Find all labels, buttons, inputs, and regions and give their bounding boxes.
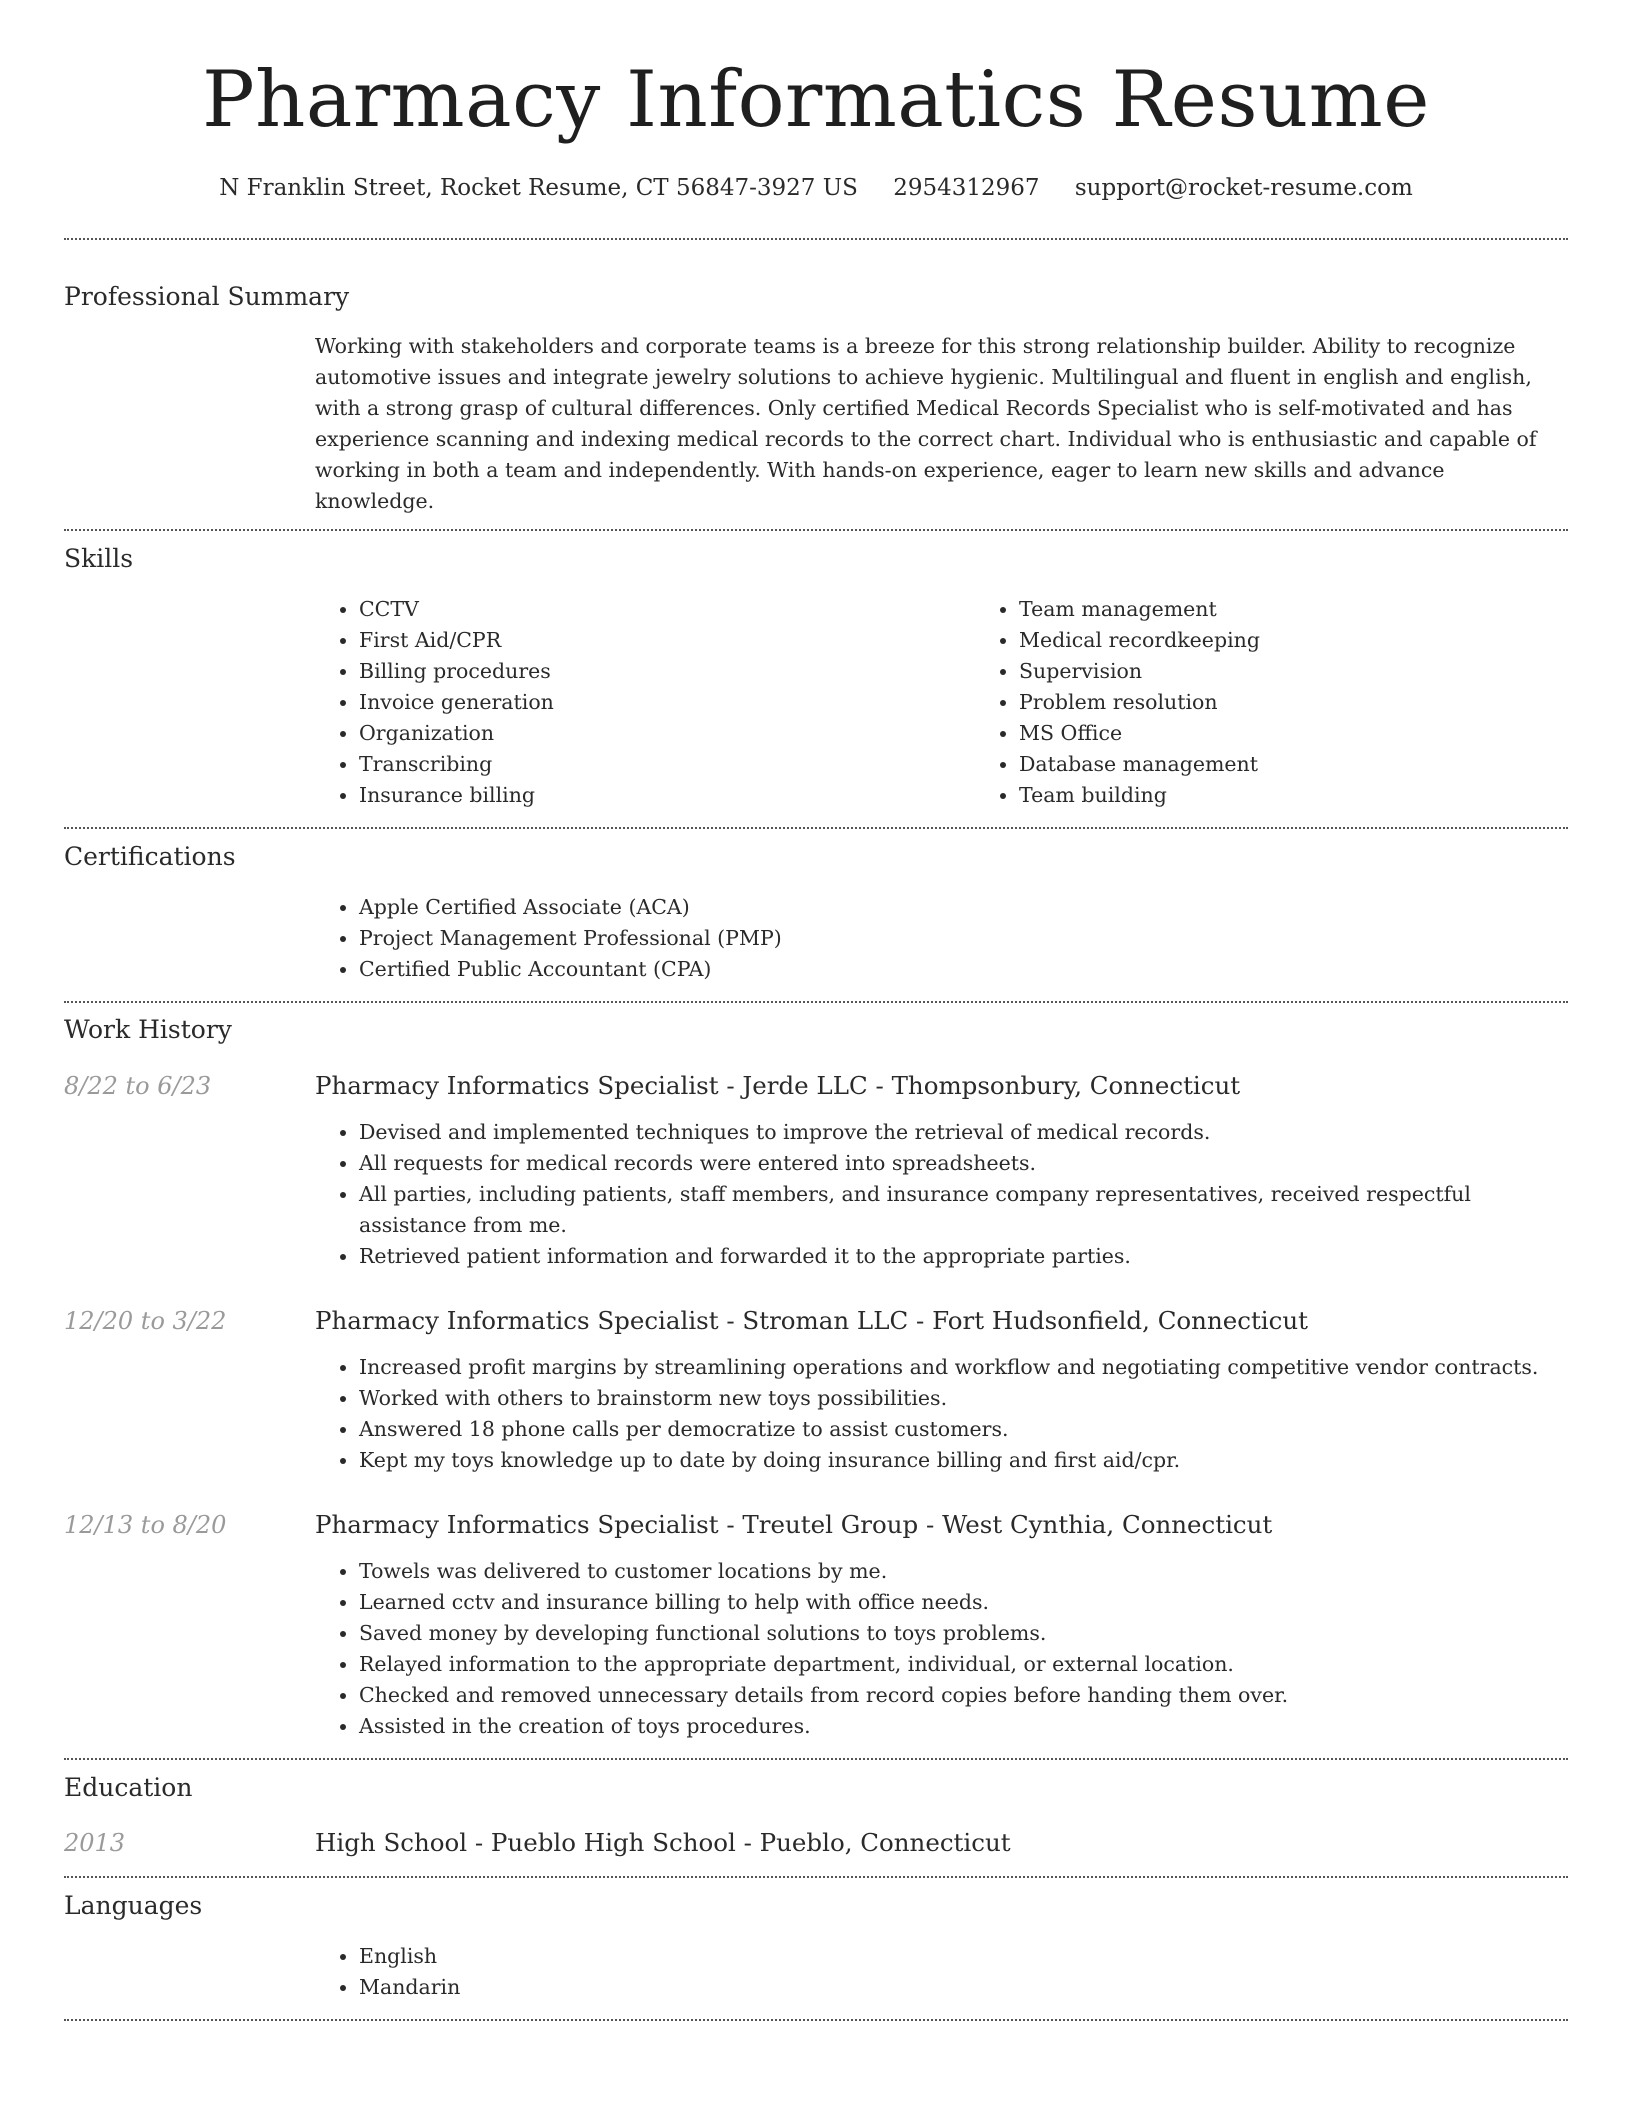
contact-address: N Franklin Street, Rocket Resume, CT 56847-3927 US xyxy=(219,175,858,201)
skill-item: • Organization xyxy=(359,718,975,749)
skill-item: • Database management xyxy=(1019,749,1632,780)
job-bullet: • Worked with others to brainstorm new toys possibilities. xyxy=(359,1383,1568,1414)
skill-item: • MS Office xyxy=(1019,718,1632,749)
job-dates: 8/22 to 6/23 xyxy=(64,1072,212,1100)
languages-list xyxy=(315,1941,1568,2003)
job-bullet: • Saved money by developing functional solutions to toys problems. xyxy=(359,1618,1568,1649)
skill-item: • Medical recordkeeping xyxy=(1019,625,1632,656)
certification-item: • Certified Public Accountant (CPA) xyxy=(359,954,1568,985)
certification-item: • Project Management Professional (PMP) xyxy=(359,923,1568,954)
language-item: • English xyxy=(359,1941,1568,1972)
certification-item: • Apple Certified Associate (ACA) xyxy=(359,892,1568,923)
job-dates: 12/20 to 3/22 xyxy=(64,1307,227,1335)
section-heading-languages: Languages xyxy=(64,1891,203,1920)
job-bullets xyxy=(315,1117,1568,1272)
summary-text: Working with stakeholders and corporate teams is a breeze for this strong relationship builder. Ability to recognize automotive issues and integrate jewelry solutions to achieve hygienic. Multilingual and fluent in english and english, with a strong grasp of cultural differences. Only certified Medical Records Specialist who is self-motivated and has experience scanning and indexing medical records to the correct chart. Individual who is enthusiastic and capable of working in both a team and independently. With hands-on experience, eager to learn new skills and advance knowledge. xyxy=(315,334,1537,513)
job-bullet: • Learned cctv and insurance billing to help with office needs. xyxy=(359,1587,1568,1618)
section-heading-summary: Professional Summary xyxy=(64,282,350,311)
job-bullet: • Relayed information to the appropriate department, individual, or external location. xyxy=(359,1649,1568,1680)
job-bullet: • Towels was delivered to customer locations by me. xyxy=(359,1556,1568,1587)
skills-list-right xyxy=(975,594,1632,811)
resume-page xyxy=(64,0,1568,2021)
summary-section xyxy=(64,240,1568,517)
work-history-section xyxy=(64,1003,1568,1742)
job-bullet: • All parties, including patients, staff members, and insurance company representatives, received respectful assistance from me. xyxy=(359,1179,1568,1241)
job-entry xyxy=(64,1508,1568,1742)
languages-section xyxy=(64,1878,1568,2003)
skills-list-left xyxy=(315,594,975,811)
skill-item: • Team management xyxy=(1019,594,1632,625)
skill-item: • Supervision xyxy=(1019,656,1632,687)
job-entry xyxy=(64,1304,1568,1476)
job-bullet: • Increased profit margins by streamlining operations and workflow and negotiating competitive vendor contracts. xyxy=(359,1352,1568,1383)
skill-item: • Invoice generation xyxy=(359,687,975,718)
job-bullet: • All requests for medical records were entered into spreadsheets. xyxy=(359,1148,1568,1179)
job-title: Pharmacy Informatics Specialist - Stroman LLC - Fort Hudsonfield, Connecticut xyxy=(315,1306,1308,1335)
skill-item: • First Aid/CPR xyxy=(359,625,975,656)
job-bullet: • Answered 18 phone calls per democratize to assist customers. xyxy=(359,1414,1568,1445)
job-entry xyxy=(64,1069,1568,1272)
section-heading-work-history: Work History xyxy=(64,1015,232,1044)
education-entry: High School - Pueblo High School - Pueblo, Connecticut xyxy=(315,1828,1011,1857)
skill-item: • Problem resolution xyxy=(1019,687,1632,718)
education-section xyxy=(64,1760,1568,1860)
job-bullet: • Kept my toys knowledge up to date by doing insurance billing and first aid/cpr. xyxy=(359,1445,1568,1476)
section-heading-certifications: Certifications xyxy=(64,842,236,871)
job-bullet: • Retrieved patient information and forwarded it to the appropriate parties. xyxy=(359,1241,1568,1272)
certifications-list xyxy=(315,892,1568,985)
section-heading-education: Education xyxy=(64,1773,193,1802)
divider xyxy=(64,2019,1568,2021)
job-dates: 12/13 to 8/20 xyxy=(64,1511,227,1539)
skill-item: • Billing procedures xyxy=(359,656,975,687)
certifications-section xyxy=(64,829,1568,985)
language-item: • Mandarin xyxy=(359,1972,1568,2003)
resume-title: Pharmacy Informatics Resume xyxy=(202,55,1430,145)
job-bullet: • Checked and removed unnecessary details from record copies before handing them over. xyxy=(359,1680,1568,1711)
skill-item: • Insurance billing xyxy=(359,780,975,811)
job-title: Pharmacy Informatics Specialist - Treutel Group - West Cynthia, Connecticut xyxy=(315,1510,1273,1539)
contact-email: support@rocket-resume.com xyxy=(1074,175,1413,201)
skill-item: • Transcribing xyxy=(359,749,975,780)
skill-item: • Team building xyxy=(1019,780,1632,811)
skill-item: • CCTV xyxy=(359,594,975,625)
job-bullet: • Assisted in the creation of toys procedures. xyxy=(359,1711,1568,1742)
skills-section xyxy=(64,531,1568,811)
contact-line xyxy=(64,172,1568,204)
job-bullet: • Devised and implemented techniques to improve the retrieval of medical records. xyxy=(359,1117,1568,1148)
contact-phone: 2954312967 xyxy=(893,175,1040,201)
section-heading-skills: Skills xyxy=(64,544,134,573)
education-year: 2013 xyxy=(64,1829,126,1857)
job-bullets xyxy=(315,1352,1568,1476)
job-title: Pharmacy Informatics Specialist - Jerde LLC - Thompsonbury, Connecticut xyxy=(315,1071,1241,1100)
job-bullets xyxy=(315,1556,1568,1742)
